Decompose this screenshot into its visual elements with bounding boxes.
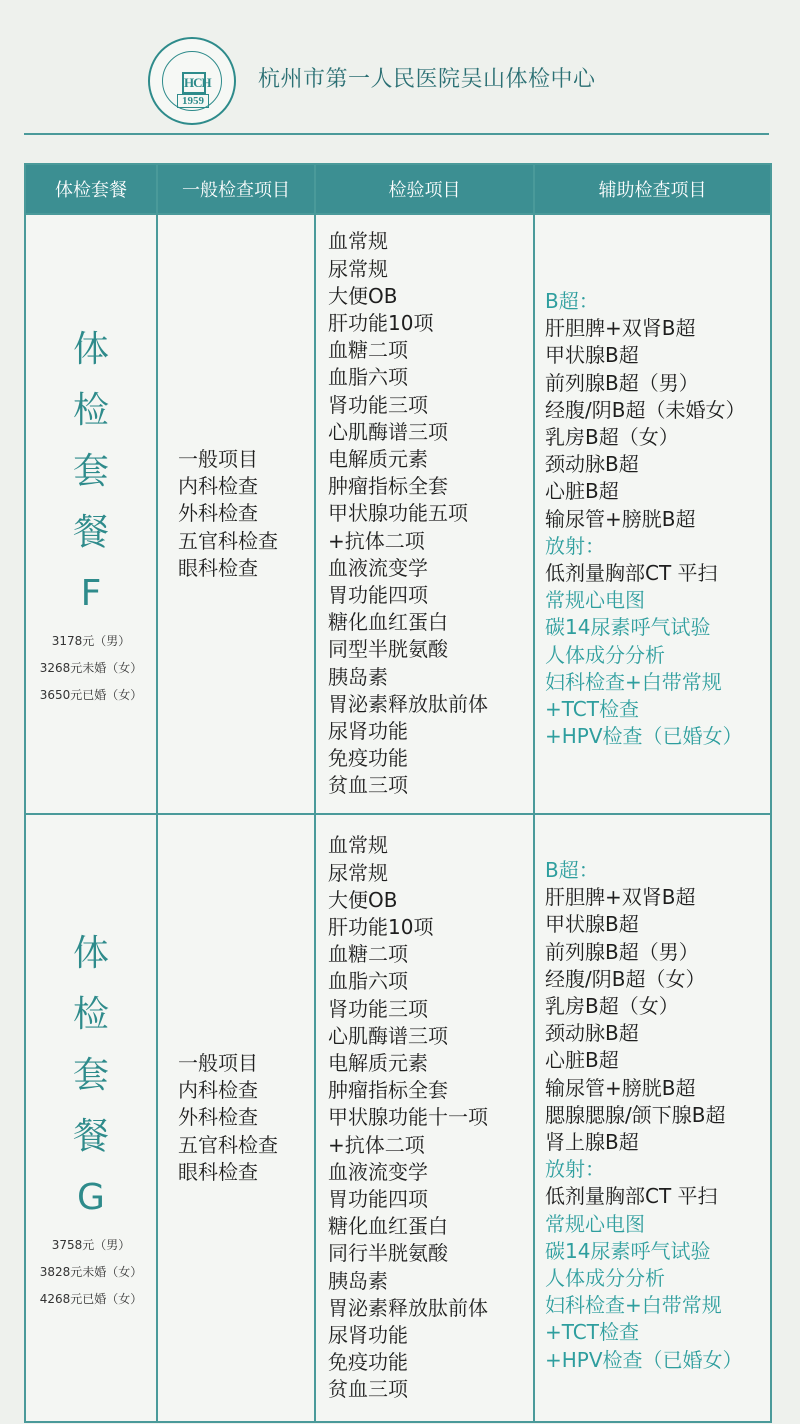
lab-item: 电解质元素 (328, 1050, 428, 1075)
aux-item: 经腹/阴B超（女） (545, 966, 706, 991)
lab-item: 尿常规 (328, 256, 388, 281)
lab-item: 肿瘤指标全套 (328, 1078, 448, 1103)
package-name-char: F (80, 573, 102, 614)
aux-item: 肝胆脾+双肾B超 (545, 316, 696, 341)
package-name-char: 检 (73, 390, 110, 431)
package-cell (25, 814, 157, 1422)
package-name-char: 体 (73, 933, 110, 974)
lab-item: 电解质元素 (328, 446, 428, 471)
general-items-cell (157, 814, 315, 1422)
lab-item: 甲状腺功能十一项 (328, 1105, 488, 1130)
lab-item: 糖化血红蛋白 (328, 610, 448, 635)
package-name-char: 检 (73, 994, 110, 1035)
lab-item: 大便OB (328, 887, 398, 912)
price-item: 3268元未婚（女） (39, 661, 143, 675)
lab-item: 胃功能四项 (328, 1187, 428, 1211)
lab-item: 血脂六项 (328, 365, 408, 390)
general-item: 一般项目 (178, 446, 258, 471)
aux-item: 人体成分分析 (545, 642, 665, 667)
lab-item: 贫血三项 (328, 1377, 408, 1402)
lab-item: 免疫功能 (328, 746, 408, 771)
lab-item: 血糖二项 (328, 338, 408, 363)
column-header: 辅助检查项目 (534, 164, 771, 214)
lab-item: 血脂六项 (328, 969, 408, 994)
general-item: 一般项目 (178, 1050, 258, 1075)
aux-item: 常规心电图 (545, 588, 645, 613)
aux-item: 妇科检查+白带常规 (545, 669, 722, 694)
lab-item: 血糖二项 (328, 942, 408, 967)
general-item: 眼科检查 (178, 555, 258, 580)
aux-item: 放射： (545, 1157, 605, 1182)
aux-items-cell (534, 814, 771, 1422)
aux-item: +TCT检查 (545, 697, 639, 722)
aux-item: 低剂量胸部CT 平扫 (545, 1184, 718, 1209)
aux-item: 颈动脉B超 (545, 452, 639, 477)
lab-item: 同行半胱氨酸 (328, 1241, 448, 1266)
aux-item: B超： (545, 289, 599, 313)
price-list (27, 628, 155, 709)
lab-item: 糖化血红蛋白 (328, 1214, 448, 1239)
package-name-char: 餐 (73, 1116, 110, 1157)
price-list (27, 1232, 155, 1313)
lab-item: 甲状腺功能五项 (328, 501, 468, 526)
general-items-cell (157, 214, 315, 814)
aux-item: 心脏B超 (545, 1048, 619, 1073)
aux-item: 放射： (545, 533, 605, 558)
header-divider (24, 133, 769, 135)
lab-item: 肝功能10项 (328, 914, 434, 939)
package-name-char: 餐 (73, 512, 110, 553)
aux-item: 乳房B超（女） (545, 994, 679, 1019)
lab-items-cell (315, 814, 534, 1422)
aux-items-cell (534, 214, 771, 814)
general-item: 内科检查 (178, 474, 258, 499)
lab-item: 血常规 (328, 833, 388, 858)
aux-item: 乳房B超（女） (545, 425, 679, 450)
aux-item: 腮腺腮腺/颌下腺B超 (545, 1102, 726, 1127)
price-item: 3828元未婚（女） (39, 1265, 143, 1279)
aux-item: 经腹/阴B超（未婚女） (545, 397, 746, 422)
table-row (25, 214, 771, 814)
aux-item: 低剂量胸部CT 平扫 (545, 561, 718, 586)
aux-item: +HPV检查（已婚女） (545, 1347, 743, 1372)
aux-item: 常规心电图 (545, 1211, 645, 1236)
lab-item: 尿肾功能 (328, 1323, 408, 1348)
page-header (0, 0, 800, 135)
aux-item: 颈动脉B超 (545, 1021, 639, 1046)
lab-item: 肿瘤指标全套 (328, 474, 448, 499)
lab-item: 肾功能三项 (328, 996, 428, 1021)
lab-item: 胃功能四项 (328, 583, 428, 607)
price-item: 4268元已婚（女） (39, 1292, 143, 1306)
org-name: 杭州市第一人民医院吴山体检中心 (258, 67, 596, 92)
aux-item: 甲状腺B超 (545, 912, 639, 937)
lab-item: 贫血三项 (328, 773, 408, 798)
aux-item: 人体成分分析 (545, 1266, 665, 1291)
package-name-char: G (77, 1177, 105, 1218)
table-row (25, 814, 771, 1422)
lab-item: 大便OB (328, 283, 398, 308)
table-header-row (25, 164, 771, 214)
package-name (73, 319, 109, 624)
column-header: 检验项目 (315, 164, 534, 214)
lab-item: 血液流变学 (328, 1159, 428, 1184)
logo-year: 1959 (177, 94, 209, 108)
lab-item: 心肌酶谱三项 (328, 419, 448, 444)
aux-item: 碳14尿素呼气试验 (545, 615, 711, 640)
lab-item: 尿常规 (328, 860, 388, 885)
general-item: 五官科检查 (178, 528, 278, 553)
aux-item: 前列腺B超（男） (545, 939, 699, 964)
lab-item: 胃泌素释放肽前体 (328, 691, 488, 716)
aux-item: 输尿管+膀胱B超 (545, 1075, 696, 1100)
lab-item: 胰岛素 (328, 664, 388, 689)
aux-item: 前列腺B超（男） (545, 370, 699, 395)
logo-mark: HCH (182, 72, 206, 94)
package-name (73, 923, 109, 1228)
price-item: 3650元已婚（女） (39, 688, 143, 702)
lab-item: 肾功能三项 (328, 392, 428, 417)
aux-item: 输尿管+膀胱B超 (545, 506, 696, 531)
lab-item: 血常规 (328, 229, 388, 254)
aux-item: 肾上腺B超 (545, 1130, 639, 1155)
lab-item: +抗体二项 (328, 1132, 425, 1157)
aux-item: 肝胆脾+双肾B超 (545, 885, 696, 910)
hospital-logo-icon (148, 37, 236, 125)
package-name-char: 体 (73, 329, 110, 370)
lab-item: 胰岛素 (328, 1268, 388, 1293)
general-item: 外科检查 (178, 1105, 258, 1130)
lab-item: 肝功能10项 (328, 310, 434, 335)
package-name-char: 套 (73, 451, 110, 492)
lab-item: 同型半胱氨酸 (328, 637, 448, 662)
aux-item: 甲状腺B超 (545, 343, 639, 368)
lab-item: 心肌酶谱三项 (328, 1023, 448, 1048)
lab-items-cell (315, 214, 534, 814)
column-header: 体检套餐 (25, 164, 157, 214)
aux-item: 心脏B超 (545, 479, 619, 504)
package-cell (25, 214, 157, 814)
lab-item: +抗体二项 (328, 528, 425, 553)
price-item: 3758元（男） (51, 1238, 131, 1252)
aux-item: +HPV检查（已婚女） (545, 724, 743, 749)
aux-item: +TCT检查 (545, 1320, 639, 1345)
aux-item: 妇科检查+白带常规 (545, 1293, 722, 1318)
lab-item: 血液流变学 (328, 555, 428, 580)
package-table (24, 163, 772, 1423)
lab-item: 尿肾功能 (328, 719, 408, 744)
lab-item: 免疫功能 (328, 1350, 408, 1375)
general-item: 外科检查 (178, 501, 258, 526)
lab-item: 胃泌素释放肽前体 (328, 1295, 488, 1320)
general-item: 内科检查 (178, 1078, 258, 1103)
general-item: 五官科检查 (178, 1132, 278, 1157)
price-item: 3178元（男） (51, 634, 131, 648)
aux-item: 碳14尿素呼气试验 (545, 1238, 711, 1263)
package-name-char: 套 (73, 1055, 110, 1096)
aux-item: B超： (545, 858, 599, 882)
general-item: 眼科检查 (178, 1159, 258, 1184)
column-header: 一般检查项目 (157, 164, 315, 214)
